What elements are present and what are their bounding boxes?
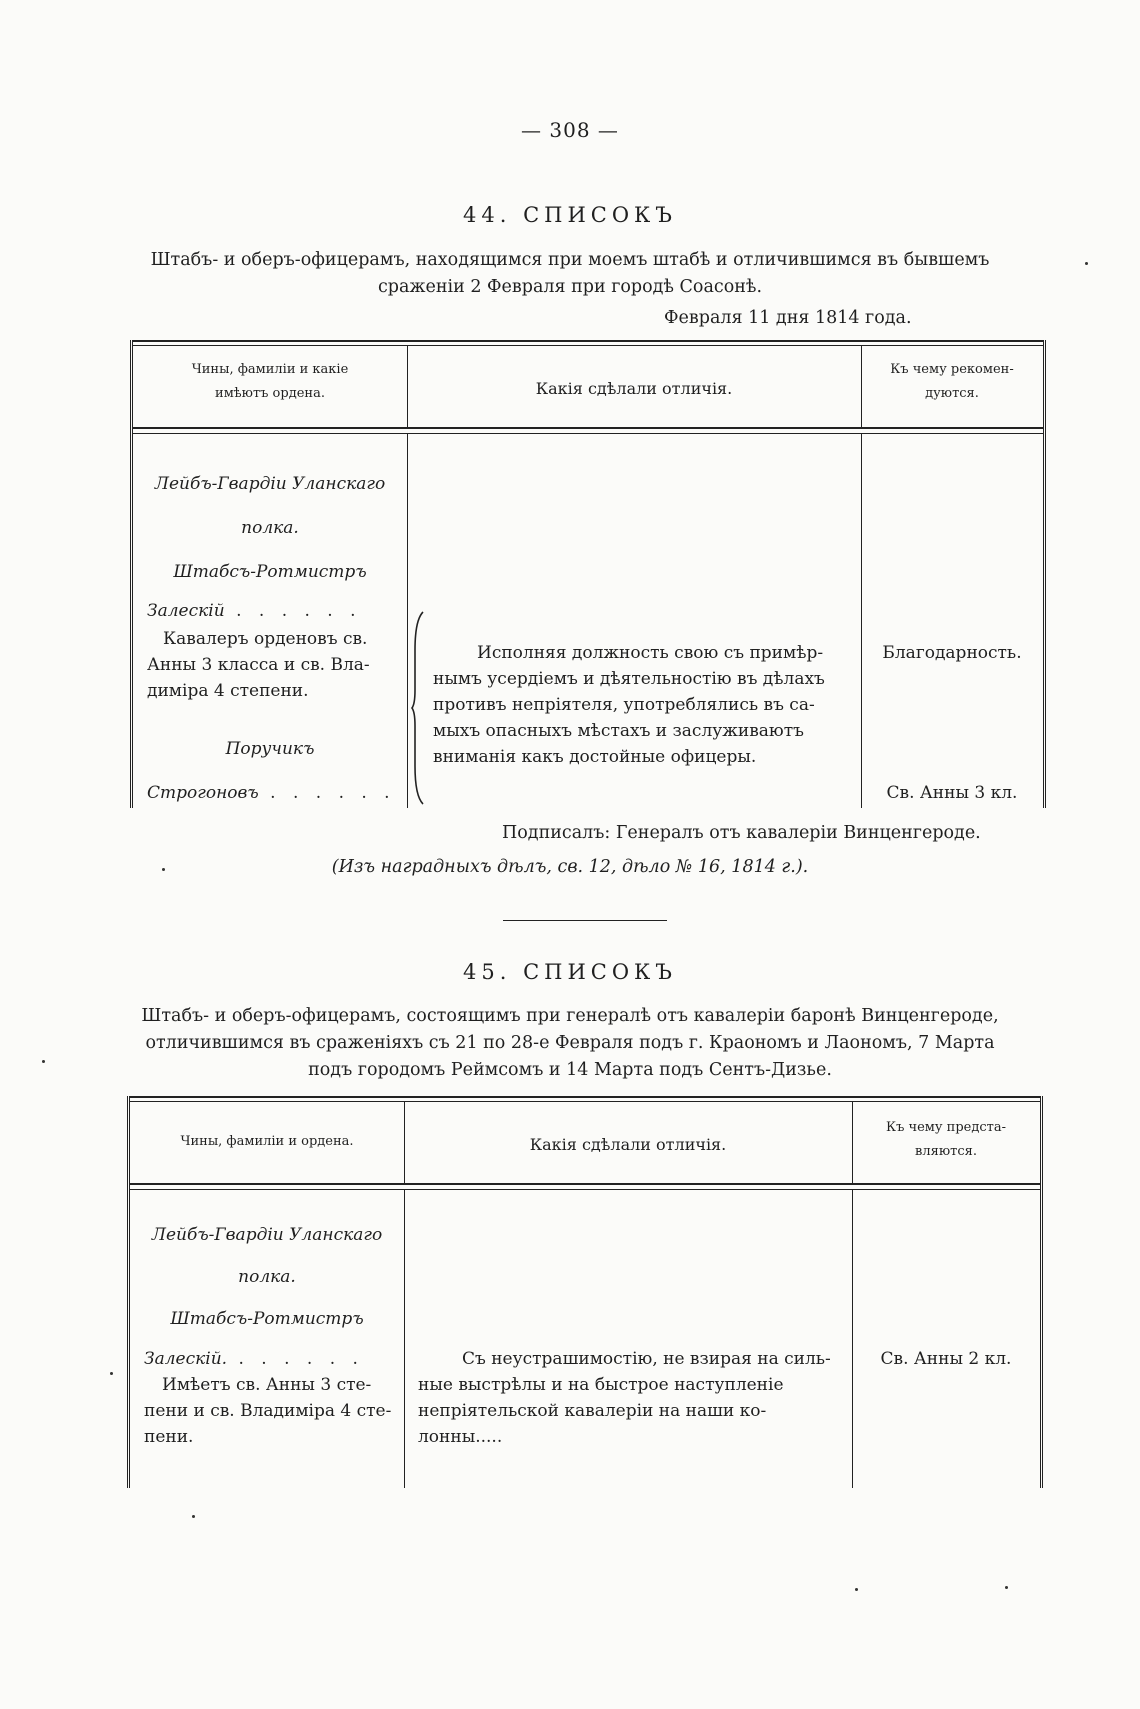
doc44-header-col3-line2: дуются. (925, 386, 979, 401)
doc44-name1-dots: . . . . . . (236, 601, 362, 621)
doc44-header-col1 (133, 358, 407, 406)
doc44-table (130, 340, 1046, 808)
doc45-subtitle-line2: отличившимся въ сраженіяхъ съ 21 по 28-е Февраля подъ г. Краономъ и Лаономъ, 7 Марта (145, 1033, 995, 1053)
page-number: — 308 — (521, 118, 619, 142)
doc45-header-col3 (852, 1116, 1040, 1164)
doc44-signature: Подписалъ: Генералъ отъ кавалеріи Винценгероде. (502, 823, 981, 843)
doc45-subtitle-line3: подъ городомъ Реймсомъ и 14 Марта подъ Сентъ-Дизье. (308, 1060, 832, 1080)
doc44-rank1: Штабсъ-Ротмистръ (173, 562, 367, 582)
doc44-unit-line2: полка. (241, 518, 299, 538)
doc45-distinction-line3: непріятельской кавалеріи на наши ко- (418, 1401, 767, 1421)
scan-speck (1085, 262, 1088, 265)
doc44-rank2: Поручикъ (225, 739, 315, 759)
doc45-header-col3-line1: Къ чему предста- (886, 1120, 1006, 1135)
doc45-unit-line2: полка. (238, 1267, 296, 1287)
doc45-name1-dots: . . . . . . (238, 1349, 364, 1369)
doc44-distinction-line4: мыхъ опасныхъ мѣстахъ и заслуживаютъ (433, 721, 804, 741)
doc44-header-col3-line1: Къ чему рекомен- (890, 362, 1014, 377)
doc45-subtitle-line1: Штабъ- и оберъ-офицерамъ, состоящимъ при генералѣ отъ кавалеріи баронѣ Винценгероде, (141, 1006, 999, 1026)
doc44-reward1: Благодарность. (882, 643, 1022, 663)
scan-speck (110, 1372, 113, 1375)
doc44-subtitle-line2: сраженіи 2 Февраля при городѣ Соасонѣ. (377, 277, 763, 297)
doc45-header-col2: Какія сдѣлали отличія. (529, 1135, 727, 1154)
doc44-distinction (433, 640, 849, 770)
doc44-awards1-line2: Анны 3 класса и св. Вла- (147, 655, 370, 675)
doc44-awards1 (147, 626, 399, 704)
doc44-header-col1-line1: Чины, фамиліи и какіе (191, 362, 349, 377)
doc45-distinction (418, 1346, 840, 1450)
doc45-unit (130, 1214, 404, 1340)
doc44-name2-row (147, 780, 399, 806)
doc44-name2: Строгоновъ (147, 783, 259, 803)
doc45-unit-line1: Лейбъ-Гвардіи Уланскаго (151, 1225, 383, 1245)
doc44-header-col1-line2: имѣютъ ордена. (215, 386, 325, 401)
doc44-header-col3 (861, 358, 1043, 406)
doc45-rank1: Штабсъ-Ротмистръ (170, 1309, 364, 1329)
doc45-header-col1: Чины, фамиліи и ордена. (180, 1134, 354, 1149)
scan-speck (192, 1515, 195, 1518)
doc45-reward1: Св. Анны 2 кл. (880, 1349, 1012, 1369)
doc45-awards1-line3: пени. (144, 1427, 194, 1447)
scan-speck (162, 868, 165, 871)
doc45-awards1 (144, 1372, 396, 1450)
doc45-title: 45. СПИСОКЪ (463, 960, 677, 984)
doc44-distinction-line3: противъ непріятеля, употреблялись въ са- (433, 695, 815, 715)
doc45-distinction-line2: ные выстрѣлы и на быстрое наступленіе (418, 1375, 784, 1395)
doc44-title: 44. СПИСОКЪ (463, 203, 677, 227)
doc45-awards1-line1: Имѣетъ св. Анны 3 сте- (162, 1375, 372, 1395)
doc44-name2-dots: . . . . . . (270, 783, 396, 803)
doc45-header-col3-line2: вляются. (915, 1144, 977, 1159)
doc45-awards1-line2: пени и св. Владиміра 4 сте- (144, 1401, 392, 1421)
doc44-distinction-line2: нымъ усердіемъ и дѣятельностію въ дѣлахъ (433, 669, 825, 689)
doc44-reward2: Св. Анны 3 кл. (886, 783, 1018, 803)
doc44-source: (Изъ наградныхъ дѣлъ, св. 12, дѣло № 16, 1814 г.). (331, 857, 809, 877)
doc44-header-col2: Какія сдѣлали отличія. (535, 379, 733, 398)
doc44-date: Февраля 11 дня 1814 года. (664, 308, 912, 328)
doc45-name1-row (144, 1346, 396, 1372)
doc44-awards1-line1: Кавалеръ орденовъ св. (163, 629, 368, 649)
doc44-name1-row (147, 598, 399, 624)
scan-speck (42, 1060, 45, 1063)
doc45-distinction-line4: лонны..... (418, 1427, 503, 1447)
scan-speck (1005, 1586, 1008, 1589)
doc44-awards1-line3: диміра 4 степени. (147, 681, 309, 701)
doc44-subtitle-line1: Штабъ- и оберъ-офицерамъ, находящимся при моемъ штабѣ и отличившимся въ бывшемъ (150, 250, 990, 270)
doc44-unit (133, 462, 407, 594)
doc45-name1: Залескій. (144, 1349, 228, 1369)
doc44-name1: Залескій (147, 601, 225, 621)
doc44-distinction-line1: Исполняя должность свою съ примѣр- (477, 643, 824, 663)
section-divider (503, 920, 667, 921)
scan-speck (855, 1588, 858, 1591)
doc44-brace-icon (411, 610, 429, 806)
doc45-table (127, 1096, 1043, 1488)
doc44-unit-line1: Лейбъ-Гвардіи Уланскаго (154, 474, 386, 494)
doc45-distinction-line1: Съ неустрашимостію, не взирая на силь- (462, 1349, 831, 1369)
doc44-distinction-line5: вниманія какъ достойные офицеры. (433, 747, 757, 767)
